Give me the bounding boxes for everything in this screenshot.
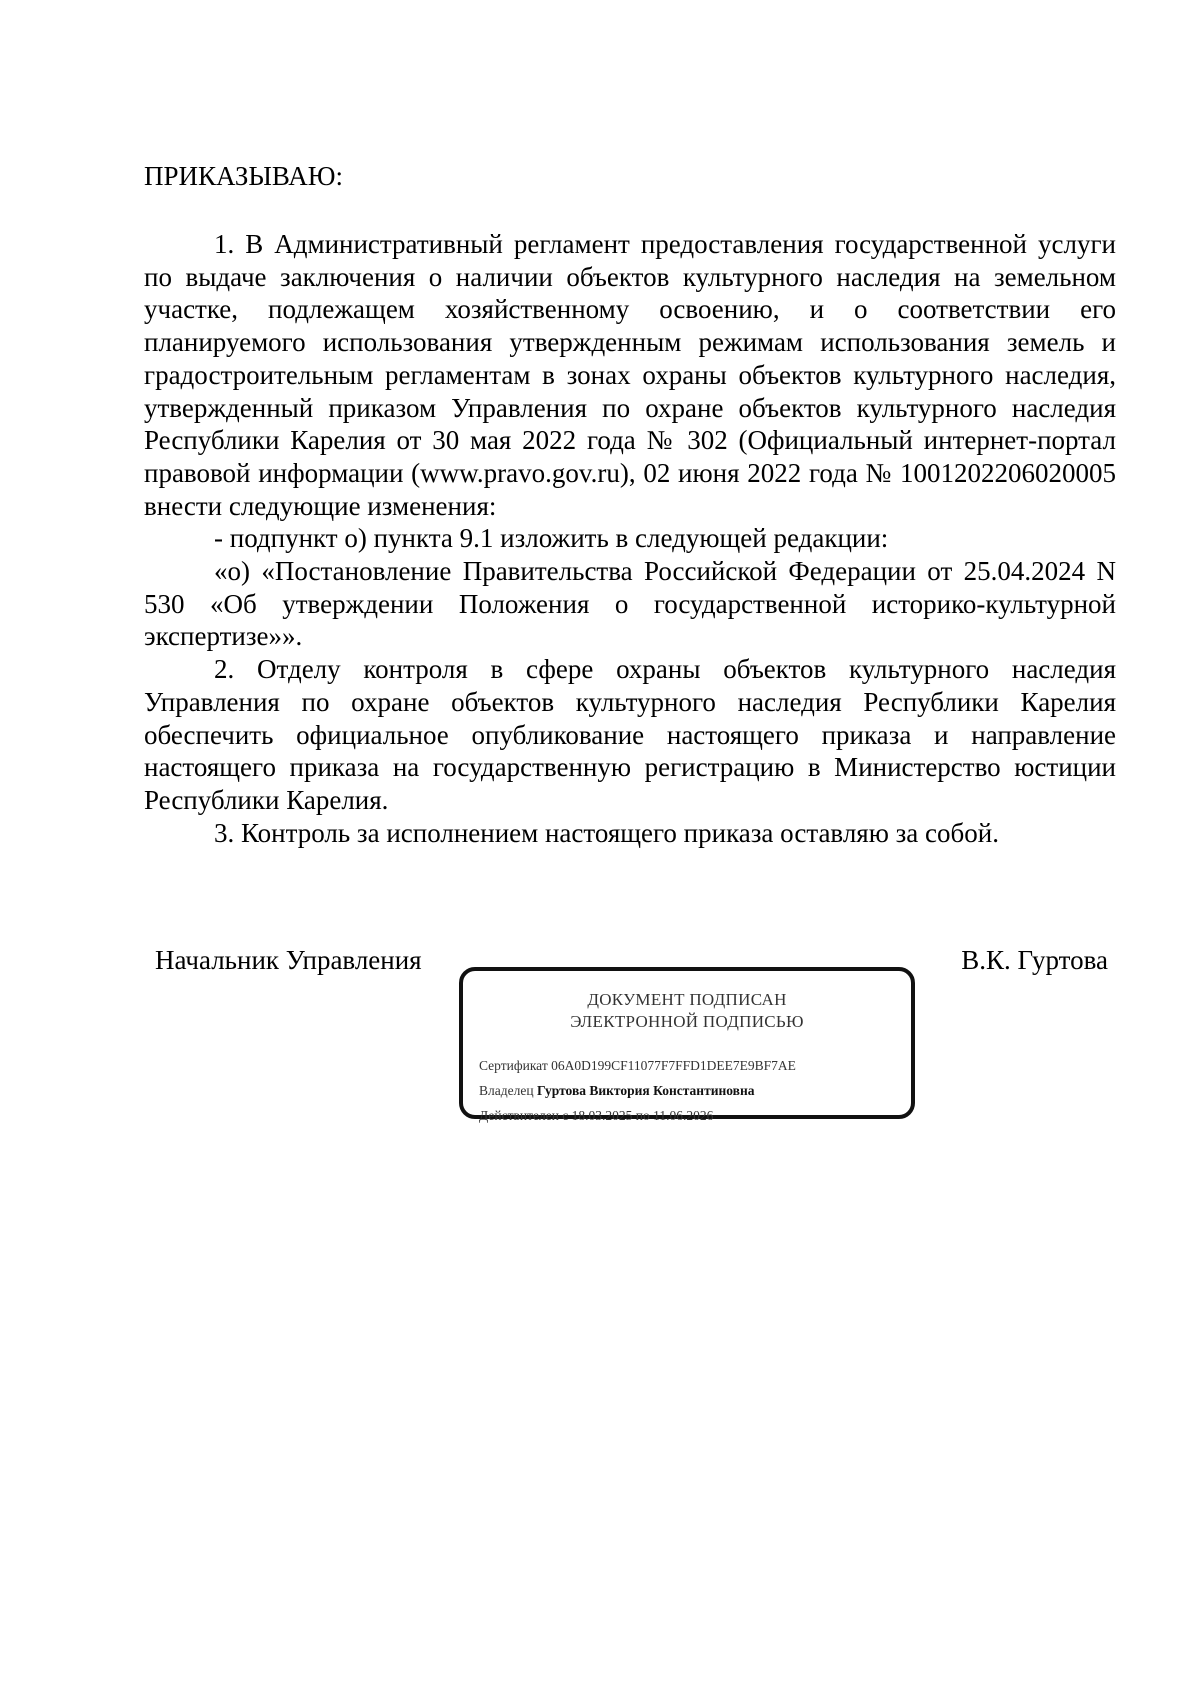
stamp-details	[479, 1053, 796, 1128]
order-heading: ПРИКАЗЫВАЮ:	[144, 161, 343, 191]
stamp-certificate-row	[479, 1053, 796, 1078]
stamp-title-line-1: ДОКУМЕНТ ПОДПИСАН	[587, 990, 787, 1009]
stamp-valid-to: 11.06.2026	[653, 1108, 714, 1123]
paragraph-2: 2. Отделу контроля в сфере охраны объектов культурного наследия Управления по охране объектов культурного наследия Республики Карелия обеспечить официальное опубликование настоящего приказа и направление настоящего приказа на государственную регистрацию в Министерство юстиции Республики Карелия.	[144, 654, 1116, 815]
stamp-validity-row	[479, 1103, 796, 1128]
paragraph-3: 3. Контроль за исполнением настоящего приказа оставляю за собой.	[214, 817, 999, 848]
paragraph-subpoint: - подпункт о) пункта 9.1 изложить в следующей редакции:	[214, 523, 889, 554]
paragraph-1: 1. В Административный регламент предоставления государственной услуги по выдаче заключения о наличии объектов культурного наследия на земельном участке, подлежащем хозяйственному освоению, и о соответствии его планируемого использования утвержденным режимам использования земель и градостроительным регламентам в зонах охраны объектов культурного наследия, утвержденный приказом Управления по охране объектов культурного наследия Республики Карелия от 30 мая 2022 года № 302 (Официальный интернет-портал правовой информации (www.pravo.gov.ru), 02 июня 2022 года № 1001202206020005 внести следующие изменения:	[144, 229, 1116, 521]
stamp-certificate-label: Сертификат	[479, 1058, 548, 1073]
stamp-owner-row	[479, 1078, 796, 1103]
stamp-owner-label: Владелец	[479, 1083, 534, 1098]
order-body	[144, 228, 1116, 849]
signer-position: Начальник Управления	[155, 945, 422, 975]
stamp-owner-value: Гуртова Виктория Константиновна	[536, 1083, 755, 1098]
stamp-title-line-2: ЭЛЕКТРОННОЙ ПОДПИСЬЮ	[570, 1012, 804, 1031]
stamp-certificate-value: 06A0D199CF11077F7FFD1DEE7E9BF7AE	[551, 1058, 796, 1073]
stamp-valid-to-label: по	[635, 1108, 650, 1123]
electronic-signature-stamp	[459, 967, 915, 1123]
stamp-title	[463, 989, 911, 1033]
paragraph-quote: «о) «Постановление Правительства Российской Федерации от 25.04.2024 N 530 «Об утверждении Положения о государственной историко-культурной экспертизе»».	[144, 556, 1116, 652]
signer-name: В.К. Гуртова	[961, 945, 1108, 975]
stamp-valid-label: Действителен с	[479, 1108, 569, 1123]
stamp-valid-from: 18.03.2025	[571, 1108, 633, 1123]
